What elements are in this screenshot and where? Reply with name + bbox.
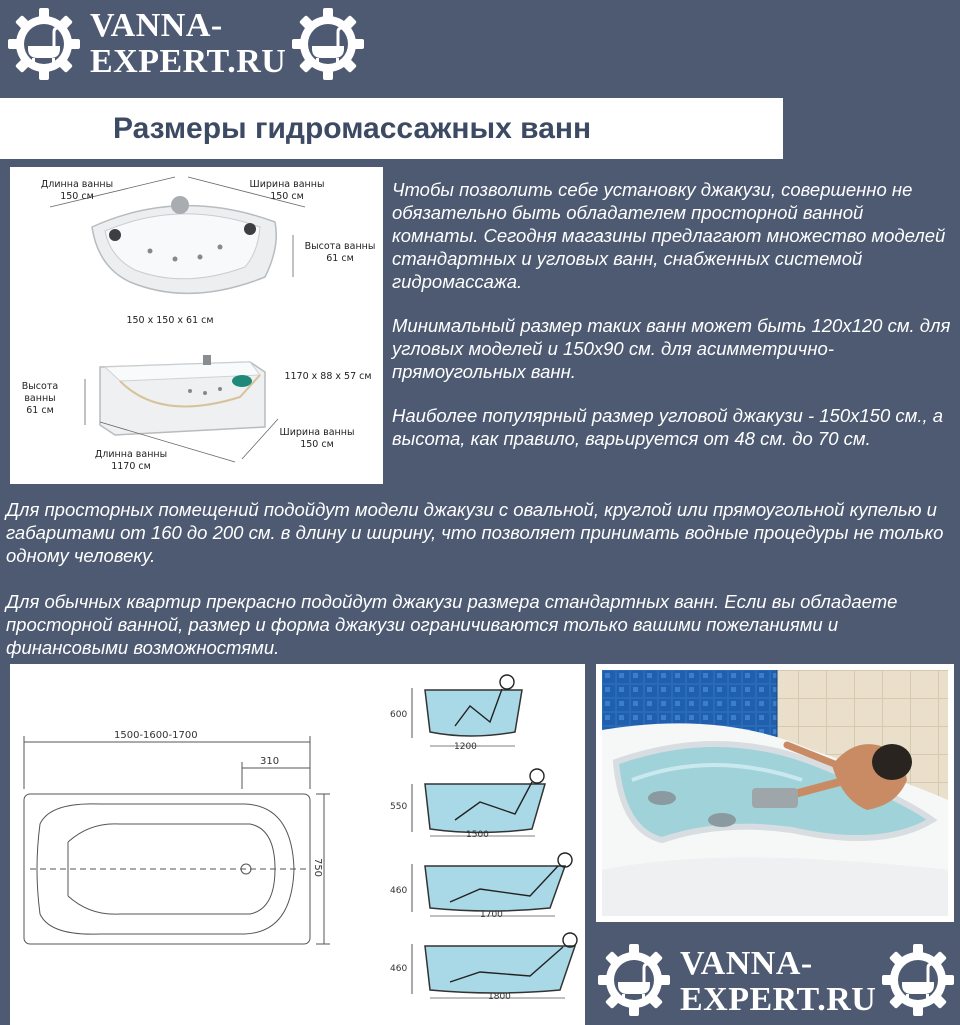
section-4-length: 1800: [488, 992, 511, 1002]
gear-bath-icon: [290, 6, 366, 82]
footer-logo-line-2: EXPERT.RU: [680, 981, 877, 1018]
paragraph-2: Минимальный размер таких ванн может быть 120х120 см. для угловых моделей и 150х90 см. для асимметрично-прямоугольных ванн.: [392, 315, 951, 382]
cad-offset-label: 310: [260, 756, 280, 767]
section-2-length: 1500: [466, 830, 489, 840]
cad-width-label: 750: [312, 857, 324, 878]
logo-line-2: EXPERT.RU: [90, 43, 287, 80]
section-3-length: 1700: [480, 910, 503, 920]
corner-length-label: Длинна ванны 150 см: [40, 179, 114, 202]
header-logo[interactable]: [0, 0, 380, 92]
paragraph-3: Наиболее популярный размер угловой джакузи - 150х150 см., а высота, как правило, варьируется от 48 см. до 70 см.: [392, 405, 944, 449]
gear-bath-icon: [6, 6, 82, 82]
page-title: Размеры гидромассажных ванн: [113, 112, 592, 145]
section-1-height: 600: [390, 710, 408, 720]
logo-line-1: VANNA-: [90, 7, 223, 44]
section-4-height: 460: [390, 964, 408, 974]
bath-plan-drawing: [10, 664, 585, 1025]
section-1-length: 1200: [454, 742, 477, 752]
cad-length-label: 1500-1600-1700: [114, 730, 198, 741]
rect-dimensions: 1170 x 88 x 57 см: [284, 371, 372, 382]
cad-drawing-figure: [10, 664, 585, 1025]
section-3-height: 460: [390, 886, 408, 896]
section-2-height: 550: [390, 802, 408, 812]
gear-bath-icon: [880, 942, 956, 1018]
paragraph-5: Для обычных квартир прекрасно подойдут джакузи размера стандартных ванн. Если вы обладаете просторной ванной, размер и форма джакузи ограничиваются только вашими пожеланиями и финансовыми возможностями.: [6, 591, 898, 658]
corner-dimensions: 150 x 150 x 61 см: [126, 315, 214, 326]
intro-text: [392, 178, 952, 450]
footer-logo[interactable]: [596, 940, 960, 1025]
paragraph-4: Для просторных помещений подойдут модели джакузи с овальной, круглой или прямоугольной купелью и габаритами от 160 до 200 см. в длину и ширину, что позволяет принимать водные процедуры не только одному человеку.: [6, 499, 944, 566]
footer-logo-line-1: VANNA-: [680, 945, 813, 982]
corner-height-label: Высота ванны 61 см: [304, 241, 376, 264]
rect-length-label: Длинна ванны 1170 см: [94, 449, 168, 472]
rect-height-label: Высота ванны 61 см: [21, 381, 59, 416]
corner-jacuzzi-photo: [602, 670, 948, 916]
gear-bath-icon: [596, 942, 672, 1018]
paragraph-1: Чтобы позволить себе установку джакузи, совершенно не обязательно быть обладателем просторной ванной комнаты. Сегодня магазины предлагают множество моделей стандартных и угловых ванн, снабженных системой гидромассажа.: [392, 179, 946, 292]
rect-width-label: Ширина ванны 150 см: [279, 427, 355, 450]
bath-dimensions-figure: [10, 167, 383, 484]
jacuzzi-photo: [596, 664, 954, 922]
corner-width-label: Ширина ванны 150 см: [249, 179, 325, 202]
